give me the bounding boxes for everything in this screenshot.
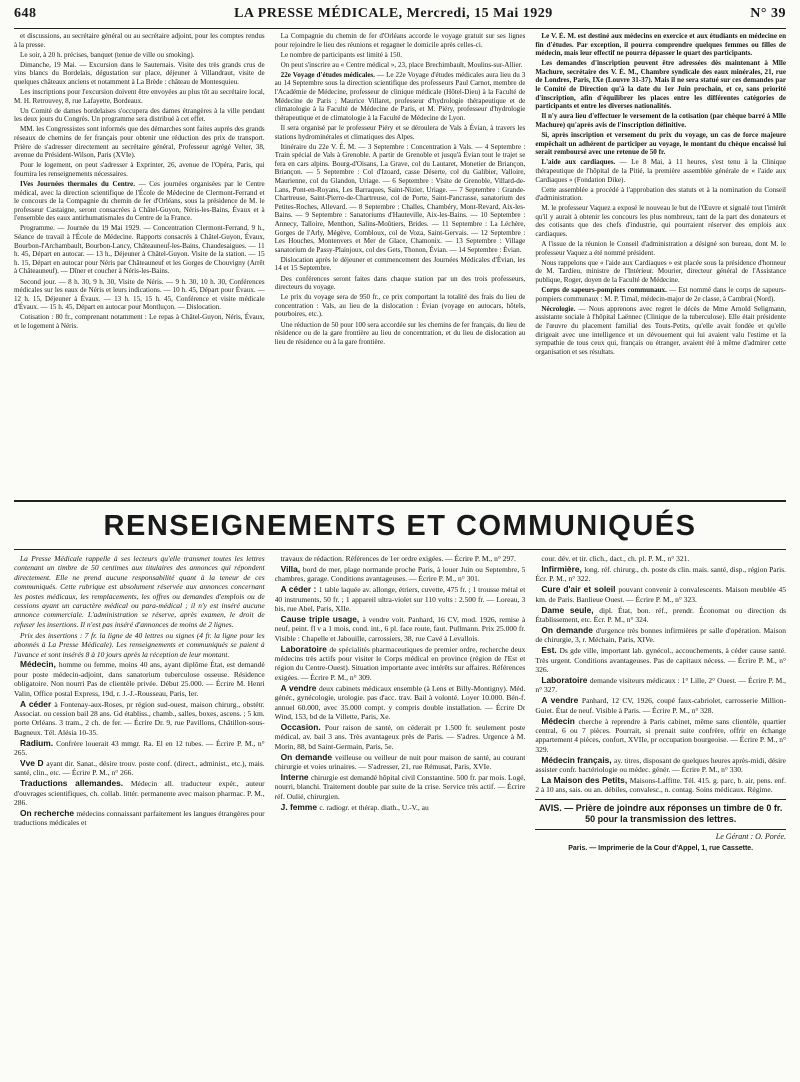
classified-ad: [275, 554, 526, 563]
article-paragraph: Les inscriptions pour l'excursion doivent être envoyées au plus tôt au secrétaire local, M. H. Retrouvey, 8, rue Lafayette, Bordeaux.: [14, 88, 265, 105]
article-paragraph: Programme. — Journée du 19 Mai 1929. — Concentration Clermont-Ferrand, 9 h., Séance de travail à l'École de Médecine. Rapports consacrés à Châtel-Guyon, Évaux, Bourbon-l'Archambault, Bourbon-Lancy, Châteauneuf-les-Bains, Chaudesaigues. — 11 h. 45, Départ en autocar. — 13 h., Déjeuner à Châtel-Guyon. Visite de la station. — 15 h. 15, Départ en autocar pour Néris par Châteauneuf et les Gorges de Chouvigny (Arrêt à Châteauneuf). — Dîner et coucher à Néris-les-Bains.: [14, 224, 265, 276]
page-number: 648: [14, 6, 37, 21]
classified-ad-text: homme ou femme, moins 40 ans, ayant diplôme État, est demandé pour poste médecin-adjoint, dans sanatorium tuberculose osseuse. Résidence obligatoire. Non nourri Pas de clientèle privée. Début 25.000. — Écrire M. Henri Valin, Office postal Express, 19d, r. J.-J.-Rousseau, Paris, Ier.: [14, 660, 265, 698]
article-paragraph: MM. les Congressistes sont informés que des démarches sont faites auprès des grands réseaux de chemins de fer français pour obtenir une réduction des prix de transport. Prière de s'adresser directement au secrétaire général, Professeur agrégé Velter, 38, avenue du Président-Wilson, Paris (XVIe).: [14, 125, 265, 160]
gerant-line: Le Gérant : O. Porée.: [535, 829, 786, 841]
classified-ad-text: médecins connaissant parfaitement les langues étrangères pour traductions médicales et: [14, 809, 265, 828]
article-paragraph: A l'issue de la réunion le Conseil d'administration a désigné son bureau, dont M. le professeur Vaquez a été nommé président.: [535, 240, 786, 257]
article-paragraph: Dislocation après le déjeuner et commencement des Journées Médicales d'Évian, les 14 et 15 Septembre.: [274, 255, 526, 273]
classified-ad-text: 1 table laquée av. allonge, étriers, cuvette, 475 fr. ; 1 trousse métal et 40 instruments, 50 fr. ; 1 appareil ultra-violet sur 110 volts : 2.500 fr. — Loreau, 3 bis, rue Abel, Paris, XIIe.: [274, 585, 526, 614]
classified-ad-text: veilleuse ou veilleur de nuit pour maison de santé, au courant chirurgie et voies urinaires. — S'adresser, 21, rue Rémusat, Paris, XVIe.: [274, 752, 526, 772]
article-paragraph: Pour le logement, on peut s'adresser à Exprinter, 26, avenue de l'Opéra, Paris, qui fournira les renseignements nécessaires.: [14, 161, 265, 178]
article-heading: L'aide aux cardiaques.: [541, 158, 620, 167]
classified-ad: [535, 676, 786, 695]
classified-ad-title: Occasion.: [280, 721, 325, 732]
classified-ad-text: Maisons-Laffitte. Tél. 415. g. parc, b. air, pens. enf. 2 à 10 ans, sais. ou an. débiles, convalesc., n. contag. Soins médicaux. Régime.: [535, 775, 786, 795]
issue-number: N° 39: [750, 6, 786, 21]
article-paragraph: Le soir, à 20 h. précises, banquet (tenue de ville ou smoking).: [20, 50, 195, 59]
classified-ad-title: La Maison des Petits,: [541, 774, 630, 785]
article-paragraph: Nous rappelons que « l'aide aux Cardiaques » est placée sous la présidence d'honneur de M. Tardieu, ministre de l'Intérieur. Mourier, directeur général de l'Assistance publique, Roger, doyen de la Faculté de Médecine.: [535, 258, 786, 285]
classified-ad-title: Laboratoire: [280, 643, 330, 654]
classified-ad-text: Confrère louerait 43 mmgr. Ra. El en 12 tubes. — Écrire P. M., n° 265.: [14, 738, 265, 758]
classified-ad-text: deux cabinets médicaux ensemble (à Lens et Billy-Montigny). Méd. génér., gynécologie, urologie. pas d'acc. trav. Bail à volonté. Loyer 10.000. Bén-f. annuel 60.000, avec 35.000 compt. y compris double installation. — Écrire Dr Wind, 153, bd de la Villette, Paris, Xe.: [274, 683, 526, 721]
classified-ad-text: Pour raison de santé, on céderait pr 1.500 fr. seulement poste médical, av. bail 3 ans. Très avantageux près de Paris. — S'adres. Urgence à M. Morin, 88, bd Saint-Germain, Paris, 5e.: [274, 722, 526, 751]
classified-ad-title: Infirmière,: [541, 563, 585, 574]
classified-ad-text: demande visiteurs médicaux : 1° Lille, 2° Ouest. — Écrire P. M., n° 327.: [535, 675, 786, 695]
article-heading: 22e Voyage d'études médicales.: [280, 70, 378, 79]
classified-ad: [535, 585, 786, 604]
classified-ad-text: à vendre voit. Panhard, 16 CV, mod. 1926, remise à neuf, peint. fl v a 1 mois, cond. int., 6 pl. face route, faut. Pullmann. Prix 25.000 fr. Visible : Chapelle et Jabouille, carrossiers, 38, rue Cavé à Levallois.: [274, 614, 526, 643]
classified-ad-title: Interne: [280, 771, 311, 782]
article-paragraph: Une réduction de 50 pour 100 sera accordée sur les chemins de fer français, du lieu de résidence ou de la gare frontière au lieu de concentration, et du lieu de dislocation au lieu de résidence ou à la gare frontière.: [274, 320, 526, 346]
classified-ad-title: Médecin,: [20, 659, 59, 670]
article-paragraph: Cette assemblée a procédé à l'approbation des statuts et à la nomination du Conseil d'administration.: [535, 185, 786, 203]
classified-ad: [14, 660, 265, 698]
classified-ad-title: Radium.: [20, 737, 57, 748]
article-paragraph: Le nombre de participants est limité à 150.: [280, 50, 403, 59]
classified-ad: [275, 773, 526, 801]
classified-ad: [535, 756, 786, 775]
article-paragraph: M. le professeur Vaquez a exposé le nouveau le but de l'Œuvre et signalé tout l'intérêt qu'il y aurait à obtenir les concours les plus nombreux, tant de la part des donateurs et des cotisants que des chefs d'industrie, qui pourraient réserver des emplois aux cardiaques.: [535, 204, 786, 239]
classified-ad-title: Laboratoire: [541, 674, 590, 685]
article-paragraph: et discussions, au secrétaire général ou au secrétaire adjoint, pour les comptes rendus à la presse.: [14, 32, 265, 49]
classified-ad-text: travaux de rédaction. Références de 1er ordre exigées. — Écrire P. M., n° 297.: [280, 554, 516, 563]
classifieds-column-2: [275, 554, 526, 1074]
article-text: — Ces journées organisées par le Centre médical, avec la direction scientifique de l'École de Médecine de Clermont-Ferrand et le concours de la Compagnie du chemin de fer d'Orléans, sous la présidence de M. le professeur Castaigne, seront consacrées à Châtel-Guyon, Néris-les-Bains, Évaux et à l'ensemble des eaux antirhumatismales du Centre de la France.: [14, 180, 265, 223]
news-section: [14, 32, 786, 494]
classified-ad-text: pouvant convenir à convalescents. Maison meublée 45 km. de Paris. Banlieue Ouest. — Écrire P. M., n° 323.: [535, 585, 786, 604]
classified-ad: [535, 646, 786, 674]
classified-ad-title: Vve D: [20, 758, 47, 769]
classified-ad: [535, 717, 786, 755]
article-text: — Le 22e Voyage d'études médicales aura lieu du 3 au 14 Septembre sous la direction scientifique des professeurs Paul Carnot, membre de l'Académie de Médecine, professeur de clinique médicale (Hôtel-Dieu) à la Faculté de Médecine de Paris ; Maurice Villaret, professeur d'hydrologie thérapeutique et de climatologie à la Faculté de Médecine de Paris, et M. Piéry, professeur d'hydrologie thérapeutique et de climatologie à la Faculté de Médecine de Lyon.: [274, 70, 526, 122]
classified-ad-text: c. radiogr. et thérap. diath., U.-V., au: [319, 802, 429, 812]
classified-ad: [535, 554, 786, 563]
classified-ad-title: Traductions allemandes.: [20, 778, 131, 789]
classified-ad-text: dipl. État, bon. réf., prendr. Économat ou direction ds Établissement, etc. Écr. P. M., n° 324.: [535, 605, 786, 624]
classified-ad-text: ay. titres, disposant de quelques heures après-midi, désire assister confr. bactériologie ou médec. génér. — Écrire P. M., n° 330.: [535, 755, 786, 775]
classified-ad-text: cour. dév. et tir. clich., dact., ch. pl. P. M., n° 321.: [541, 554, 690, 563]
classified-ad-text: Médecin all. traducteur expér., auteur d'ouvrages scientifiques, ch. collab. littér. permanente avec maison pharmac. P. M., 286.: [14, 779, 265, 808]
article-paragraph: Cotisation : 80 fr., comprenant notamment : Le repas à Châtel-Guyon, Néris, Évaux, et le logement à Néris.: [14, 313, 265, 330]
classified-ad: [275, 585, 526, 613]
news-column-3: [535, 32, 786, 494]
pricing-notice: Prix des insertions : 7 fr. la ligne de 40 lettres ou signes (4 fr. la ligne pour les abonnés à La Presse Médicale). Les renseignements et communiqués se paient à l'avance et sont insérés 8 à 10 jours après la réception de leur montant.: [14, 630, 265, 659]
section-divider: [14, 500, 786, 502]
classifieds-column-1: [14, 554, 265, 1074]
classified-ad-text: Ds gde ville, important lab. gynécol., accouchements, à céder cause santé. Très urgent. Conditions avantageuses. Pas de capitaux nécess. — Écrire P. M., n° 326.: [535, 646, 786, 674]
article-text: — Nous apprenons avec regret le décès de Mme Arnold Seligmann, assistante sociale à l'hôpital Laënnec (Clinique de la tuberculose). Elle était présidente de l'œuvre du placement familial des Touts-Petits, qu'elle avait fondée et qu'elle dirigeait avec une intelligence et un dévouement qui lui avaient valu l'estime et la sympathie de tous ceux qui, français ou étranger, avaient été à même d'admirer cette organisation et ses résultats.: [535, 304, 786, 356]
classified-ad-text: cherche à reprendre à Paris cabinet, même sans clientèle, quartier central, 6 ou 7 pièces. Pourrait, si prenait suite confrère, offrir en échange appartement 4 pièces, confort, XVIIe, pr occupation bourgeoise. — Écrire P. M., n° 329.: [535, 716, 786, 754]
classified-ad: [535, 696, 786, 715]
banner-divider: [14, 549, 786, 550]
classified-ad-title: Est.: [541, 645, 560, 656]
classified-ad-text: de spécialités pharmaceutiques de premier ordre, recherche deux médecins très actifs pour visiter le Corps médical en province (région de l'Est et région du Centre-Ouest). Situation importante avec intérêts sur affaires. Références exigées. — Écrire P. M., n° 309.: [274, 644, 526, 682]
classified-ad-title: A céder :: [280, 584, 319, 595]
classified-ad-title: Médecin français,: [541, 754, 614, 765]
classified-ad-title: Dame seule,: [541, 604, 600, 615]
news-column-1: [14, 32, 265, 494]
article-paragraph: Le prix du voyage sera de 950 fr., ce prix comportant la totalité des frais du lieu de concentration : Vals, au lieu de la dislocation : Évian (voyage en autocars, hôtels, pourboires, etc.).: [274, 293, 526, 319]
article-paragraph: Il sera organisé par le professeur Piéry et se déroulera de Vals à Évian, à travers les stations hydrominérales et climatiques des Alpes.: [274, 123, 526, 141]
avis-notice: AVIS. — Prière de joindre aux réponses un timbre de 0 fr. 50 pour la transmission des lettres.: [535, 799, 786, 825]
classified-ad-text: bord de mer, plage normande proche Paris, à louer Juin ou Septembre, 5 chambres, garage. Conditions avantageuses. — Écrire P. M., n° 301.: [274, 564, 526, 584]
article-paragraph: Des conférences seront faites dans chaque station par un des trois professeurs, directeurs du voyage.: [274, 274, 526, 292]
article-heading: Nécrologie.: [541, 304, 579, 313]
classified-ad-title: A vendre: [541, 695, 582, 706]
classified-ad: [535, 565, 786, 584]
classifieds-section: [14, 554, 786, 1074]
classified-ad: [14, 779, 265, 807]
article-paragraph: La Compagnie du chemin de fer d'Orléans accorde le voyage gratuit sur ses lignes pour rejoindre le lieu des réunions et regagner le domicile après celles-ci.: [274, 32, 526, 49]
classified-ad: [275, 684, 526, 722]
page-header: [14, 6, 786, 29]
article-paragraph: Itinéraire du 22e V. É. M. — 3 Septembre : Concentration à Vals. — 4 Septembre : Train spécial de Vals à Grenoble. A partir de Grenoble et jusqu'à Évian tout le trajet se fera en cars alpins. Bourg-d'Oisans, La Grave, col du Lautaret, Monetier de Briançon, Briançon. — 5 Septembre : Col d'Izoard, casse Déserte, col du Galibier, Valloire, Maurienne, col du Glandon, Uriage. — 6 Septembre : Visite de Grenoble, Villard-de-Lans, Pont-en-Royans, Les Barraques, Saint-Nizier, Uriage. — 7 Septembre : Grande-Chartreuse, Saint-Pierre-de-Chartreuse, col de Porte, Saint-Pancrasse, sanatorium des Petites-Roches, Allevard. — 8 Septembre : Challes, Chambéry, Mont-Revard, Aix-les-Bains. — 9 Septembre : Sanatoriums d'Hauteville, Aix-les-Bains. — 10 Septembre : Annecy, Talloire, Menthon, Salins-Moûtiers, Brides. — 11 Septembre : La Léchère, Gorges de l'Arly, Mégève, Combloux, col de Voza, Saint-Gervais. — 12 Septembre : Les Houches, Montenvers et Mer de Glace, Chamonix. — 13 Septembre : Village sanatorium de Passy-Plainjoux, col des Gets, Thonon, Évian. — 14 Septembre : Évian.: [274, 142, 526, 254]
classified-ad: [14, 700, 265, 738]
classified-ad-title: Cure d'air et soleil: [541, 584, 619, 595]
classified-ad-title: A céder: [20, 698, 55, 709]
classified-ad: [14, 809, 265, 828]
classified-ad: [275, 753, 526, 772]
classified-ad: [14, 739, 265, 758]
section-banner: RENSEIGNEMENTS ET COMMUNIQUÉS: [103, 510, 697, 542]
article-paragraph: [14, 180, 265, 223]
classified-ad-title: On demande: [280, 751, 336, 762]
classified-ad: [535, 776, 786, 795]
notice-text: La Presse Médicale rappelle à ses lecteurs qu'elle transmet toutes les lettres contenant un timbre de 50 centimes aux titulaires des annonces qui répondent directement. Elle ne prend aucune responsabilité quant à la teneur de ces communiqués. Cette rubrique est absolument réservée aux annonces concernant les postes médicaux, les remplacements, les offres ou demandes d'emplois ou de cessions ayant un caractère médical ou para-médical ; il n'y est inséré aucune annonce commerciale. L'administration se réserve, après examen, le droit de refuser les insertions. Il n'est pas inséré d'annonces de moins de 2 lignes.: [14, 554, 265, 629]
classified-ad-text: long. réf. chirurg., ch. poste ds clin. mais. santé, disp., région Paris. Écr. P. M., n° 322.: [535, 564, 786, 584]
article-paragraph: [535, 286, 786, 303]
classified-ad-title: Médecin: [541, 715, 579, 726]
article-paragraph: Il n'y aura lieu d'effectuer le versement de la cotisation (par chèque barré à Mlle Machure) qu'après avis de l'inscription définitive.: [535, 112, 786, 129]
article-heading: IVes Journées thermales du Centre.: [20, 180, 139, 188]
article-paragraph: Les demandes d'inscription peuvent être adressées dès maintenant à Mlle Machure, secrétaire des V. É. M., Chambre syndicale des eaux minérales, 21, rue de Londres, Paris, IXe (Louvre 31-37). Mais il ne sera statué sur ces demandes par le Comité de Direction qu'à la date du 1er Juin prochain, et ce, sans priorité d'inscription, afin d'équilibrer les places entre les différentes catégories de participants et entre les diverses nationalités.: [535, 59, 786, 111]
article-paragraph: Second jour. — 8 h. 30, 9 h. 30, Visite de Néris. — 9 h. 30, 10 h. 30, Conférences médicales sur les eaux de Néris et leurs indications. — 10 h. 45, Départ pour Évaux. — 12 h. 15, Déjeuner à Évaux. — 13 h. 15, 15 h. 45, Conférence et visite médicale d'Évaux. — 15 h. 45, Départ en autocar pour Montluçon. — Dislocation.: [14, 277, 265, 312]
classified-ad-title: On recherche: [20, 808, 77, 819]
classified-ad-text: Panhard, 12 CV, 1926, coupé faux-cabriolet, carrosserie Million-Guiet. État de neuf. Visible à Paris. — Écrire P. M., n° 328.: [535, 696, 786, 715]
classified-ad: [535, 626, 786, 645]
article-paragraph: Dimanche, 19 Mai. — Excursion dans le Sauternais. Visite des très grands crus de vins blancs du Bordelais, dégustation sur place, déjeuner à Villandraut, visite de quelques châteaux anciens et notamment à La Brède : château de Montesquieu.: [14, 60, 265, 86]
printer-line: Paris. — Imprimerie de la Cour d'Appel, 1, rue Cassette.: [568, 845, 754, 853]
article-paragraph: [535, 158, 786, 184]
classified-ad: [14, 759, 265, 778]
article-heading: Corps de sapeurs-pompiers communaux.: [541, 286, 670, 295]
classified-ad-text: ayant dir. Sanat., désire trouv. poste conf. (direct., administ., etc.), mais. santé, clin., etc. — Écrire P. M., n° 266.: [14, 759, 265, 778]
classified-ad: [275, 723, 526, 751]
article-paragraph: Un Comité de dames bordelaises s'occupera des dames étrangères à la ville pendant les deux jours du Congrès. Un programme sera distribué à cet effet.: [14, 106, 265, 124]
journal-title: LA PRESSE MÉDICALE, Mercredi, 15 Mai 1929: [234, 6, 553, 21]
classified-ad: [275, 565, 526, 584]
classified-ad-title: Cause triple usage,: [280, 613, 363, 624]
classified-ad-title: J. femme: [280, 801, 320, 812]
classified-ad-title: On demande: [541, 624, 596, 635]
classified-ad-title: A vendre: [280, 682, 319, 693]
article-paragraph: Le V. É. M. est destiné aux médecins en exercice et aux étudiants en médecine en fin d'études. Par exception, il pourra comprendre quelques femmes ou filles de médecin, mais leur effectif ne pourra dépasser le quart des participants.: [535, 32, 786, 58]
classified-ad: [275, 803, 526, 812]
classified-ad: [275, 645, 526, 683]
article-paragraph: On peut s'inscrire au « Centre médical », 23, place Brechimbault, Moulins-sur-Allier.: [280, 60, 523, 69]
article-paragraph: [275, 71, 526, 123]
classified-ad-text: d'urgence très bonnes infirmières pr salle d'opération. Maison de chirurgie, 3, r. Méchain, Paris, XIVe.: [535, 625, 786, 645]
article-text: — Est nommé dans le corps de sapeurs-pompiers communaux : M. P. Timal, médecin-major de 2e classe, à Cambrai (Nord).: [535, 286, 786, 303]
classified-ad: [275, 615, 526, 643]
classified-ad-title: Villa,: [280, 563, 303, 574]
classified-ad-text: à Fontenay-aux-Roses, pr région sud-ouest, maison chirurg., obstétr. Associat. ou cession bail 28 ans. Gd établiss., chamb., salles, boxes, ascens. ; 5 km. porte Orléans. 3 tram., 2 ch. de fer. — Écrire Dr. 9, rue Pavillons, Châtillon-sous-Bagneux. Tél. Alésia 10-35.: [14, 699, 265, 737]
article-paragraph: Si, après inscription et versement du prix du voyage, un cas de force majeure empêchait un adhérent de participer au voyage, le montant du chèque encaissé lui serait remboursé avec une retenue de 50 fr.: [535, 131, 786, 157]
classified-ad-text: chirurgie est demandé hôpital civil Constantine. 500 fr. par mois. Logé, nourri, blanchi. Traitement double par suite de la crise. Service très actif. — Écrire réf. Oulié, chirurgien.: [274, 772, 526, 801]
classifieds-column-3: [535, 554, 786, 1074]
article-paragraph: [535, 305, 786, 357]
news-column-2: [275, 32, 526, 494]
article-text: — Le 8 Mai, à 11 heures, s'est tenu à la Clinique thérapeutique de l'hôpital de la Pitié, la première assemblée générale de « l'aide aux Cardiaques » (Fondation Dike).: [535, 158, 786, 184]
classified-ad: [535, 606, 786, 625]
